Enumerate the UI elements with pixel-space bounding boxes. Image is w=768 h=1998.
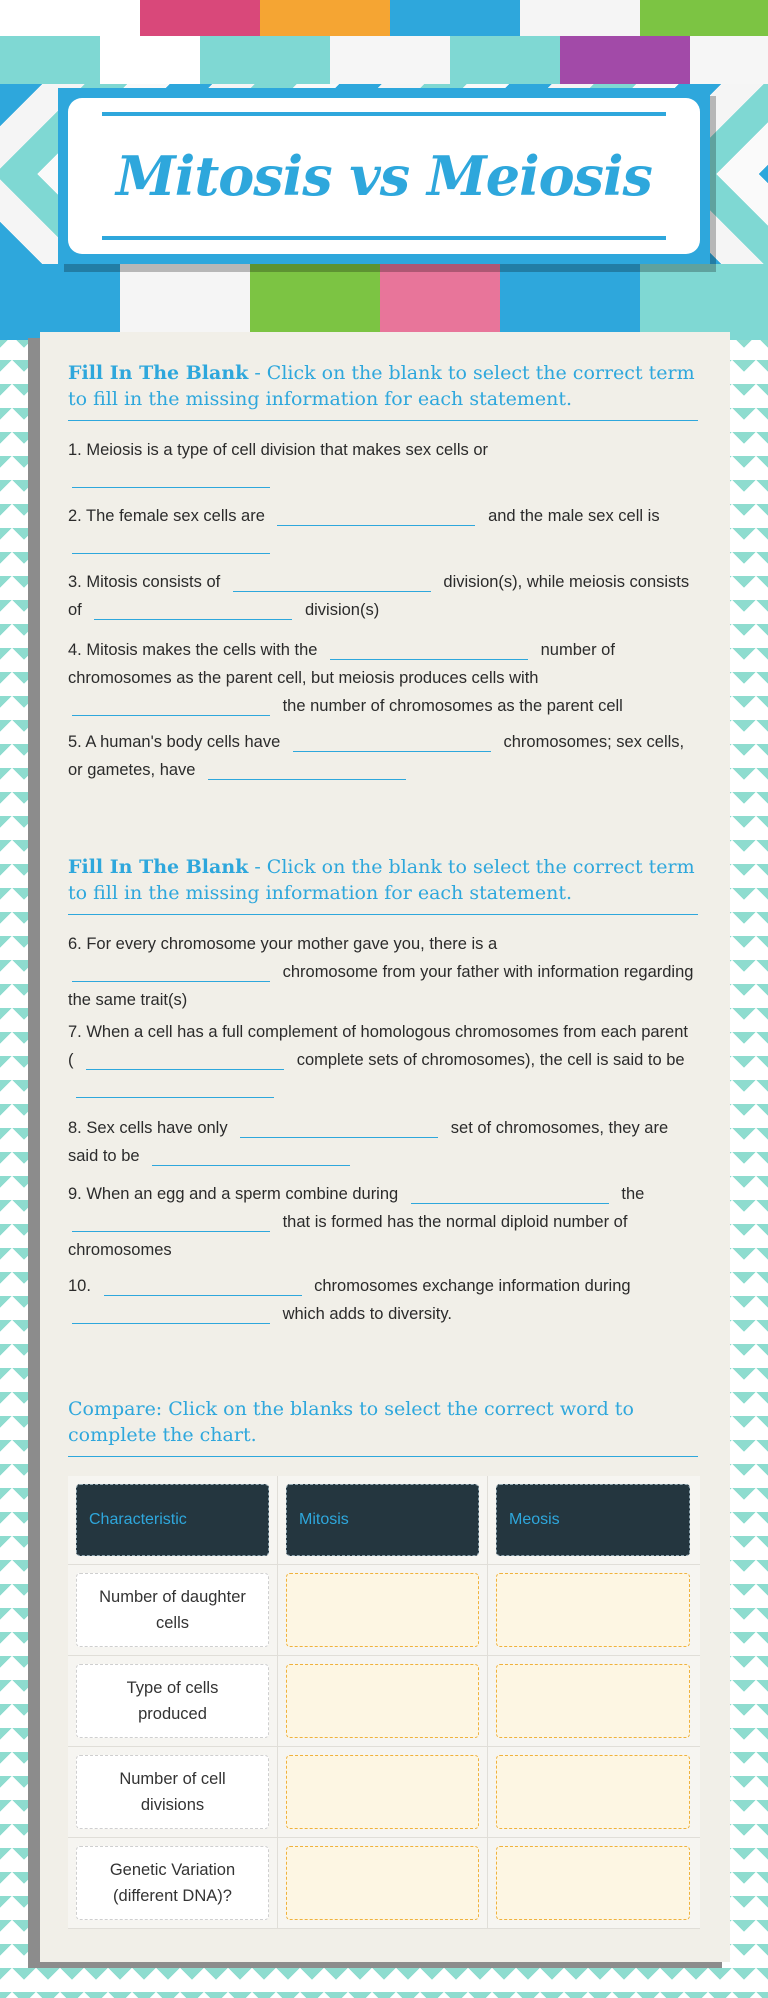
blank-q5-a[interactable]: [293, 733, 491, 752]
section-heading-2: [68, 854, 698, 915]
table-header-row: [68, 1476, 700, 1565]
title-rule-top: [102, 112, 666, 116]
blank-q8-a[interactable]: [240, 1119, 438, 1138]
compare-table: [68, 1476, 700, 1929]
question-2: 2. The female sex cells are and the male sex cell is: [68, 502, 698, 558]
question-10: 10. chromosomes exchange information during which adds to diversity.: [68, 1277, 631, 1323]
table-row: [68, 1565, 700, 1656]
blank-q9-b[interactable]: [72, 1213, 270, 1232]
blank-q10-a[interactable]: [104, 1277, 302, 1296]
table-row: [68, 1656, 700, 1747]
table-row: [68, 1838, 700, 1929]
answer-cell-mitosis-4[interactable]: [286, 1846, 479, 1920]
section-heading-1: [68, 360, 698, 421]
table-header-mitosis: Mitosis: [286, 1484, 479, 1556]
blank-q2-b[interactable]: [72, 535, 270, 554]
blank-q5-b[interactable]: [208, 761, 406, 780]
worksheet-panel: [40, 332, 730, 1962]
answer-cell-mitosis-1[interactable]: [286, 1573, 479, 1647]
question-7: 7. When a cell has a full complement of homologous chromosomes from each parent ( complete sets of chromosomes), the cell is said to be: [68, 1018, 698, 1102]
blank-q6[interactable]: [72, 963, 270, 982]
question-5: 5. A human's body cells have chromosomes; sex cells, or gametes, have: [68, 733, 685, 779]
blank-q9-a[interactable]: [411, 1185, 609, 1204]
question-3: 3. Mitosis consists of division(s), while meiosis consists of division(s): [68, 573, 690, 619]
blank-q10-b[interactable]: [72, 1305, 270, 1324]
blank-q2-a[interactable]: [277, 507, 475, 526]
blank-q1[interactable]: [72, 469, 270, 488]
row-label-type-of-cells: Type of cells produced: [76, 1664, 269, 1738]
question-1: 1. Meiosis is a type of cell division that makes sex cells or: [68, 436, 698, 492]
title-card: [58, 88, 710, 264]
blank-q3-a[interactable]: [233, 573, 431, 592]
title-rule-bottom: [102, 236, 666, 240]
answer-cell-meosis-4[interactable]: [496, 1846, 690, 1920]
question-4: 4. Mitosis makes the cells with the number of chromosomes as the parent cell, but meiosis produces cells with the number of chromosomes as the parent cell: [68, 641, 623, 715]
row-label-cell-divisions: Number of cell divisions: [76, 1755, 269, 1829]
answer-cell-meosis-3[interactable]: [496, 1755, 690, 1829]
section-heading-2-text: - Click on the blank to select the correct term to fill in the missing information for each statement.: [68, 856, 695, 904]
answer-cell-mitosis-2[interactable]: [286, 1664, 479, 1738]
question-6: 6. For every chromosome your mother gave you, there is a chromosome from your father with information regarding the same trait(s): [68, 935, 694, 1009]
blank-q7-a[interactable]: [86, 1051, 284, 1070]
blank-q4-a[interactable]: [330, 641, 528, 660]
table-row: [68, 1747, 700, 1838]
blank-q3-b[interactable]: [94, 601, 292, 620]
answer-cell-meosis-2[interactable]: [496, 1664, 690, 1738]
blank-q8-b[interactable]: [152, 1147, 350, 1166]
answer-cell-mitosis-3[interactable]: [286, 1755, 479, 1829]
section-heading-1-text: - Click on the blank to select the correct term to fill in the missing information for each statement.: [68, 362, 695, 410]
blank-q7-b[interactable]: [76, 1079, 274, 1098]
row-label-genetic-variation: Genetic Variation (different DNA)?: [76, 1846, 269, 1920]
blank-q4-b[interactable]: [72, 697, 270, 716]
answer-cell-meosis-1[interactable]: [496, 1573, 690, 1647]
section-heading-2-bold: Fill In The Blank: [68, 856, 249, 878]
row-label-daughter-cells: Number of daughter cells: [76, 1573, 269, 1647]
section-heading-3: Compare: Click on the blanks to select the correct word to complete the chart.: [68, 1396, 698, 1457]
page-title: Mitosis vs Meiosis: [116, 144, 652, 208]
section-heading-1-bold: Fill In The Blank: [68, 362, 249, 384]
question-9: 9. When an egg and a sperm combine during the that is formed has the normal diploid number of chromosomes: [68, 1185, 645, 1259]
table-header-meosis: Meosis: [496, 1484, 690, 1556]
table-header-characteristic: Characteristic: [76, 1484, 269, 1556]
question-8: 8. Sex cells have only set of chromosomes, they are said to be: [68, 1119, 669, 1165]
